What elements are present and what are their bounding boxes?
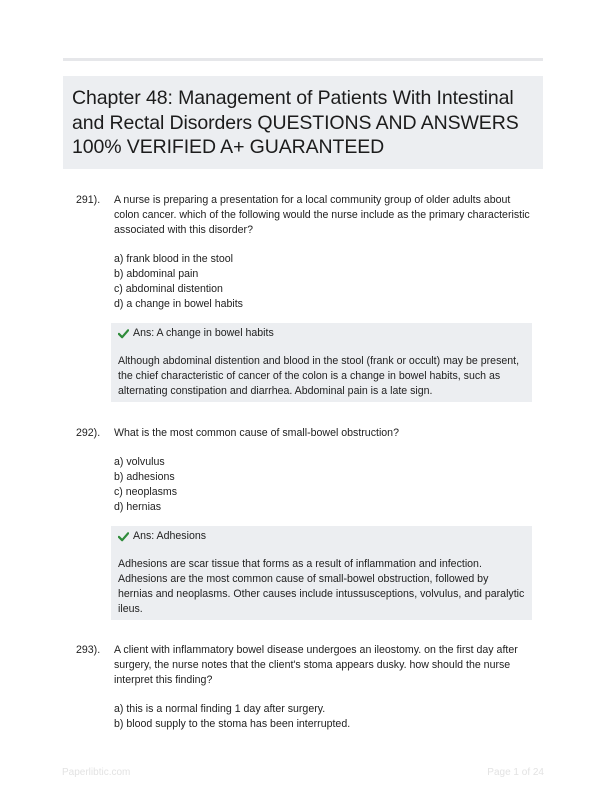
question-text: What is the most common cause of small-bowel obstruction? — [114, 427, 399, 439]
option-d: d) a change in bowel habits — [114, 298, 243, 310]
question-292 — [76, 426, 536, 620]
answer-panel — [111, 526, 532, 620]
option-a: a) frank blood in the stool — [114, 253, 233, 265]
top-divider — [63, 58, 543, 61]
option-c: c) neoplasms — [114, 486, 177, 498]
option-d: d) hernias — [114, 501, 162, 513]
checkmark-icon — [118, 531, 129, 542]
question-text: A nurse is preparing a presentation for a local community group of older adults about colon cancer. which of the following would the nurse include as the primary characteristic associated with this disorder? — [114, 194, 530, 236]
page-number: Page 1 of 24 — [487, 767, 544, 778]
answer-explanation: Although abdominal distention and blood in the stool (frank or occult) may be present, the chief characteristic of cancer of the colon is a change in bowel habits, such as alternating constipation and diarrhea. Abdominal pain is a late sign. — [118, 355, 520, 397]
option-a: a) this is a normal finding 1 day after surgery. — [114, 703, 326, 715]
checkmark-icon — [118, 328, 129, 339]
answer-explanation: Adhesions are scar tissue that forms as a result of inflammation and infection. Adhesions are the most common cause of small-bowel obstruction, followed by hernias and neoplasms. Other causes include intussusceptions, volvulus, and paralytic ileus. — [118, 558, 525, 615]
question-number: 291). — [76, 194, 101, 206]
footer-watermark: Paperlibtic.com — [62, 767, 131, 778]
options-list — [114, 702, 536, 732]
question-number: 293). — [76, 644, 101, 656]
question-number: 292). — [76, 427, 101, 439]
option-b: b) adhesions — [114, 471, 175, 483]
answer-text: Ans: Adhesions — [133, 530, 207, 542]
question-text: A client with inflammatory bowel disease undergoes an ileostomy. on the first day after surgery, the nurse notes that the client's stoma appears dusky. how should the nurse interpret this finding? — [114, 644, 518, 686]
answer-panel — [111, 323, 532, 402]
option-b: b) blood supply to the stoma has been interrupted. — [114, 718, 351, 730]
answer-text: Ans: A change in bowel habits — [133, 327, 274, 339]
title-banner — [63, 76, 543, 169]
option-a: a) volvulus — [114, 456, 165, 468]
question-293 — [76, 643, 536, 732]
options-list — [114, 252, 536, 312]
option-c: c) abdominal distention — [114, 283, 223, 295]
page-title: Chapter 48: Management of Patients With Intestinal and Rectal Disorders QUESTIONS AND ANSWERS 100% VERIFIED A+ GUARANTEED — [72, 87, 519, 158]
options-list — [114, 455, 536, 515]
question-291 — [76, 193, 536, 402]
option-b: b) abdominal pain — [114, 268, 199, 280]
